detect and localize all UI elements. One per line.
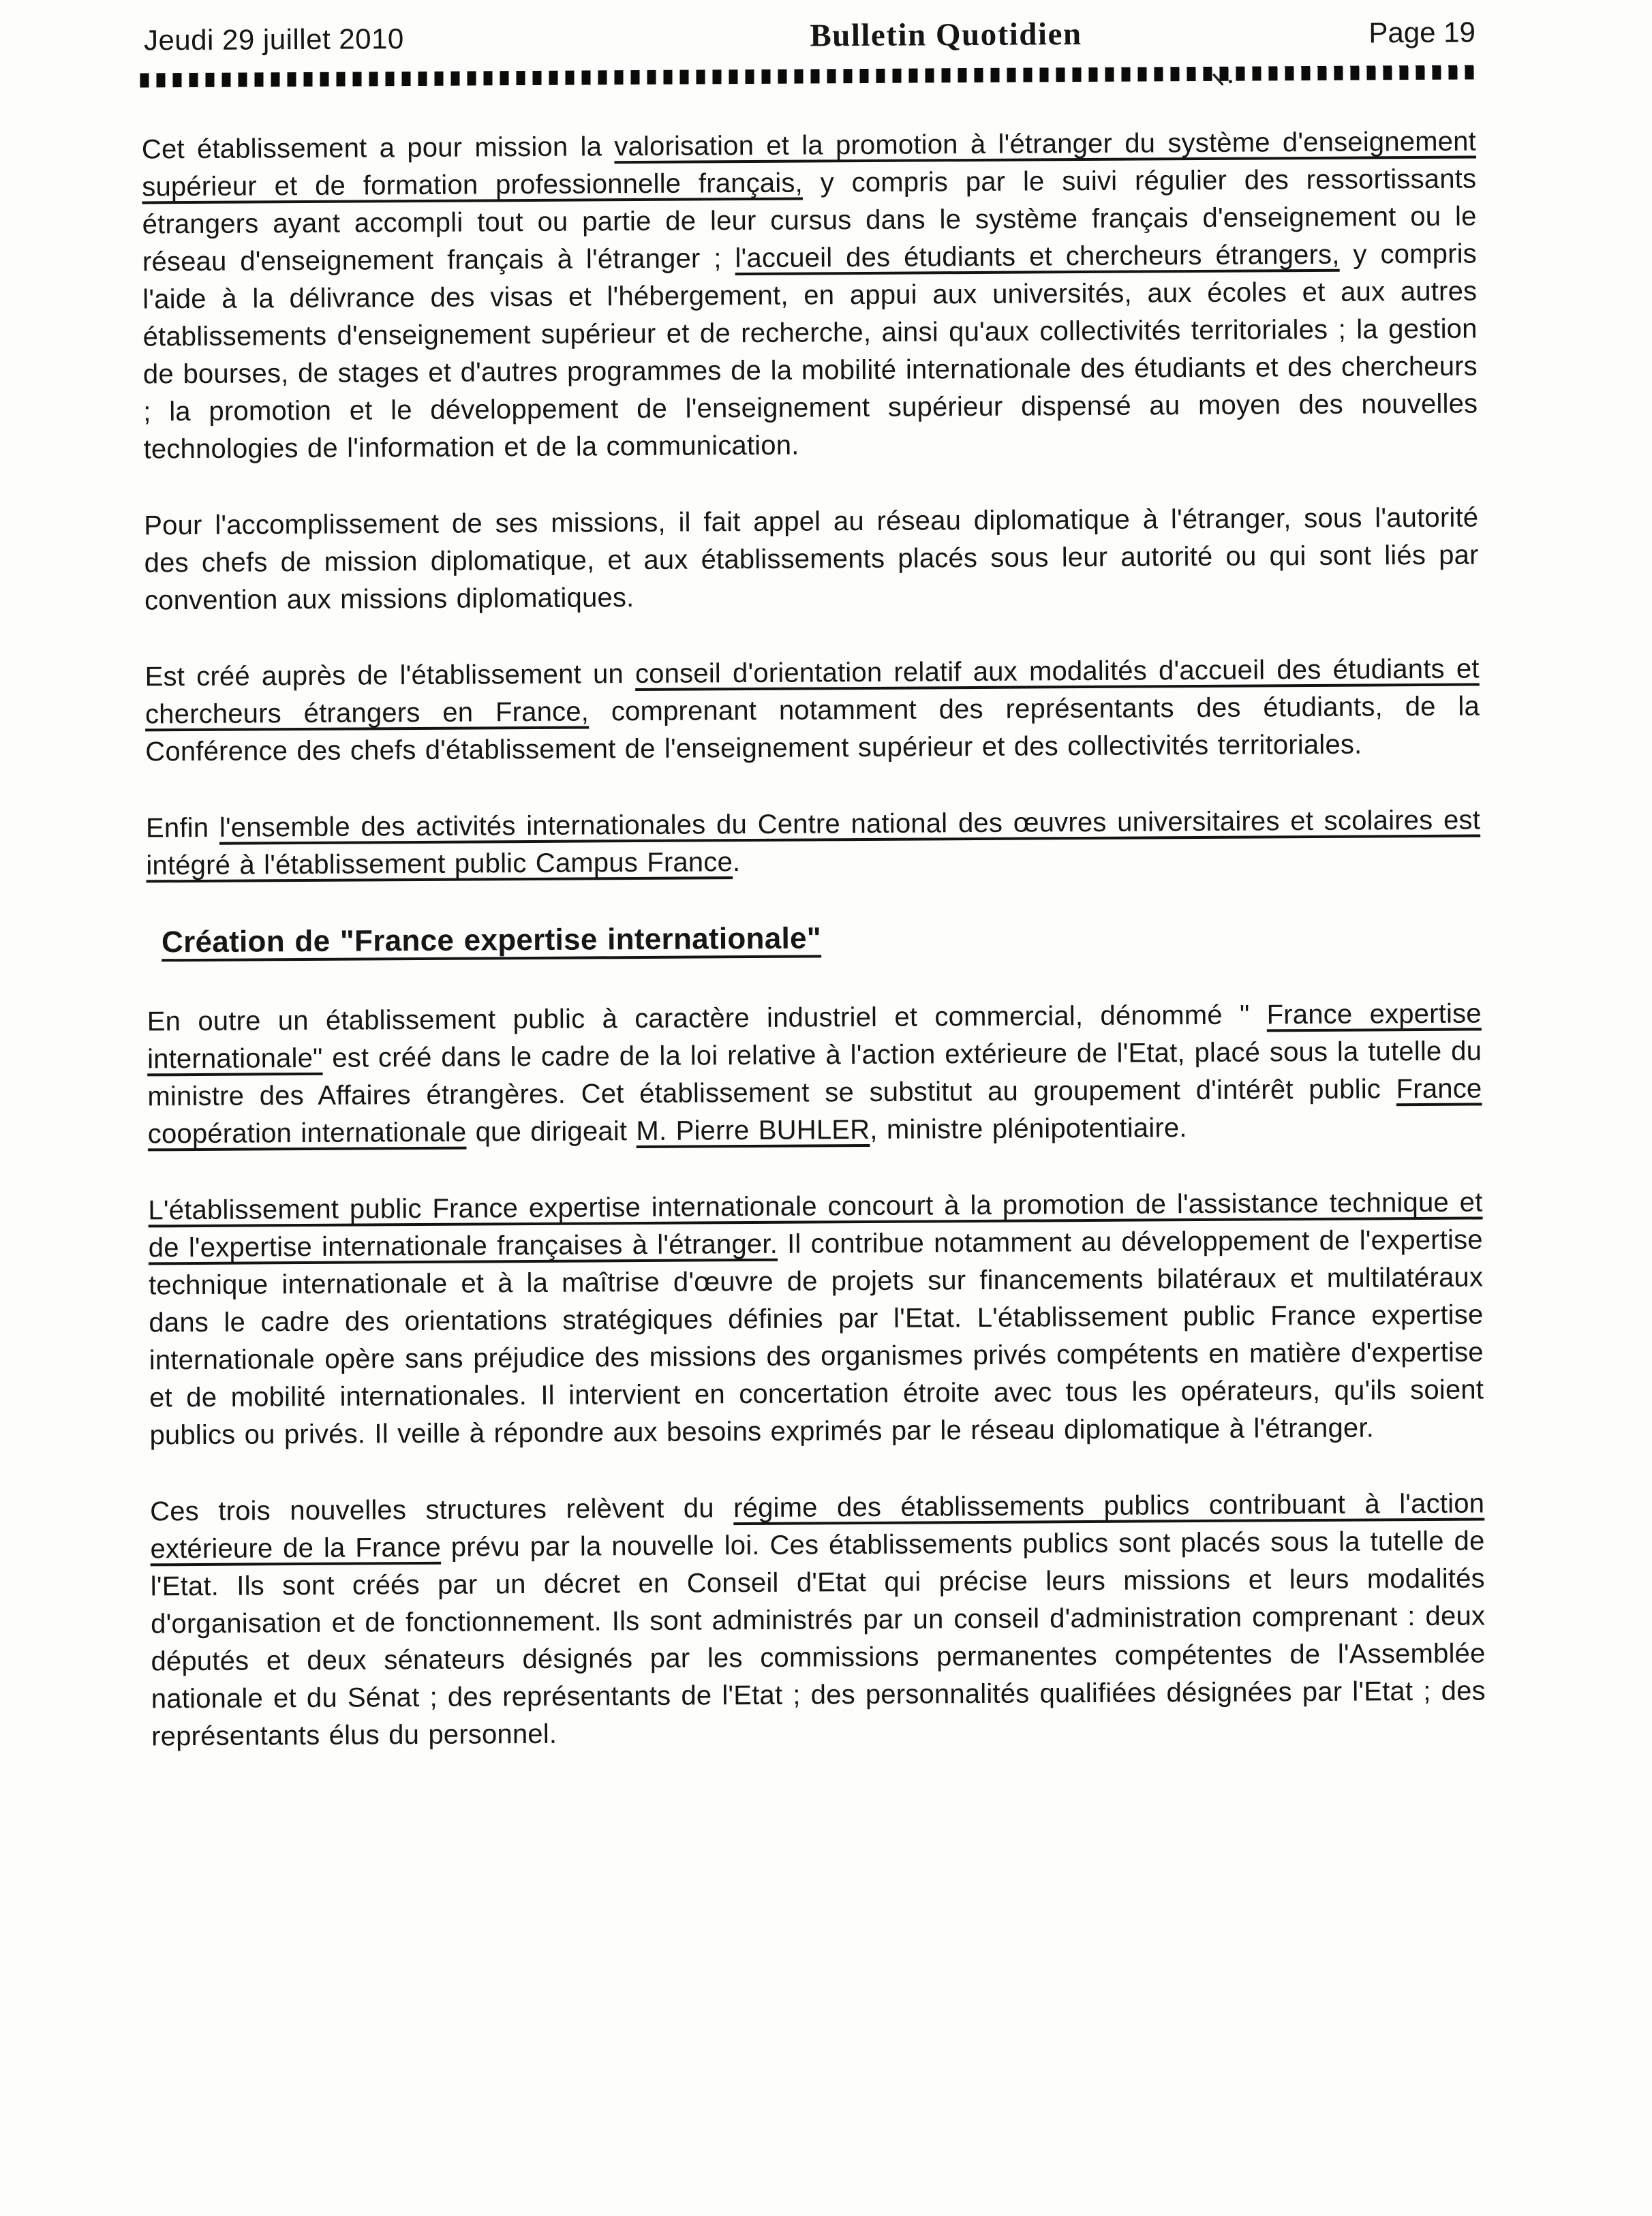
paragraph-creation-fei: En outre un établissement public à caractère industriel et commercial, dénommé " France expertise internationale" est créé dans le cadre de la loi relative à l'action extérieure de l'Etat, placé sous la tutelle du ministre des Affaires étrangères. Cet établissement se substitut au groupement d'intérêt public France coopération internationale que dirigeait M. Pierre BUHLER, ministre plénipotentiaire. <box>147 998 1482 1150</box>
section-heading-text: Création de "France expertise internationale" <box>161 921 822 959</box>
page-number: Page 19 <box>1368 16 1476 49</box>
handwritten-tick <box>1210 71 1248 91</box>
paragraph-conseil: Est créé auprès de l'établissement un conseil d'orientation relatif aux modalités d'accueil des étudiants et chercheurs étrangers en France, comprenant notamment des représentants des étudiants, de la Conférence des chefs d'établissement de l'enseignement supérieur et des collectivités territoriales. <box>144 653 1480 767</box>
page-header <box>0 0 1652 59</box>
publication-title: Bulletin Quotidien <box>810 16 1082 54</box>
paragraph-missions: Cet établissement a pour mission la valorisation et la promotion à l'étranger du système d'enseignement supérieur et de formation professionnelle français, y compris par le suivi régulier des ressortissants étrangers ayant accompli tout ou partie de leur cursus dans le système français d'enseignement ou le réseau d'enseignement français à l'étranger ; l'accueil des étudiants et chercheurs étrangers, y compris l'aide à la délivrance des visas et l'hébergement, en appui aux universités, aux écoles et aux autres établissements d'enseignement supérieur et de recherche, ainsi qu'aux collectivités territoriales ; la gestion de bourses, de stages et d'autres programmes de la mobilité internationale des étudiants et des chercheurs ; la promotion et le développement de l'enseignement supérieur dispensé au moyen des nouvelles technologies de l'information et de la communication. <box>141 126 1478 465</box>
paragraph-reseau: Pour l'accomplissement de ses missions, il fait appel au réseau diplomatique à l'étranger, sous l'autorité des chefs de mission diplomatique, et aux établissements placés sous leur autorité ou qui sont liés par convention aux missions diplomatiques. <box>144 502 1479 616</box>
paragraph-campus-france: Enfin l'ensemble des activités internationales du Centre national des œuvres universitaires et scolaires est intégré à l'établissement public Campus France. <box>145 805 1481 881</box>
paragraph-trois-structures: Ces trois nouvelles structures relèvent du régime des établissements publics contribuant à l'action extérieure de la France prévu par la nouvelle loi. Ces établissements publics sont placés sous la tutelle de l'Etat. Ils sont créés par un décret en Conseil d'Etat qui précise leurs missions et leurs modalités d'organisation et de fonctionnement. Ils sont administrés par un conseil d'administration comprenant : deux députés et deux sénateurs désignés par les commissions permanentes compétentes de l'Assemblée nationale et du Sénat ; des représentants de l'Etat ; des personnalités qualifiées désignées par l'Etat ; des représentants élus du personnel. <box>150 1488 1486 1752</box>
article-body <box>0 78 1652 1757</box>
paragraph-fei-missions: L'établissement public France expertise internationale concourt à la promotion de l'assistance technique et de l'expertise internationale françaises à l'étranger. Il contribue notamment au développement de l'expertise technique internationale et à la maîtrise d'œuvre de projets sur financements bilatéraux et multilatéraux dans le cadre des orientations stratégiques définies par l'Etat. L'établissement public France expertise internationale opère sans préjudice des missions des organismes privés compétents en matière d'expertise et de mobilité internationales. Il intervient en concertation étroite avec tous les opérateurs, qu'ils soient publics ou privés. Il veille à répondre aux besoins exprimés par le réseau diplomatique à l'étranger. <box>148 1187 1484 1451</box>
header-date: Jeudi 29 juillet 2010 <box>143 22 404 57</box>
section-heading <box>162 915 1481 961</box>
